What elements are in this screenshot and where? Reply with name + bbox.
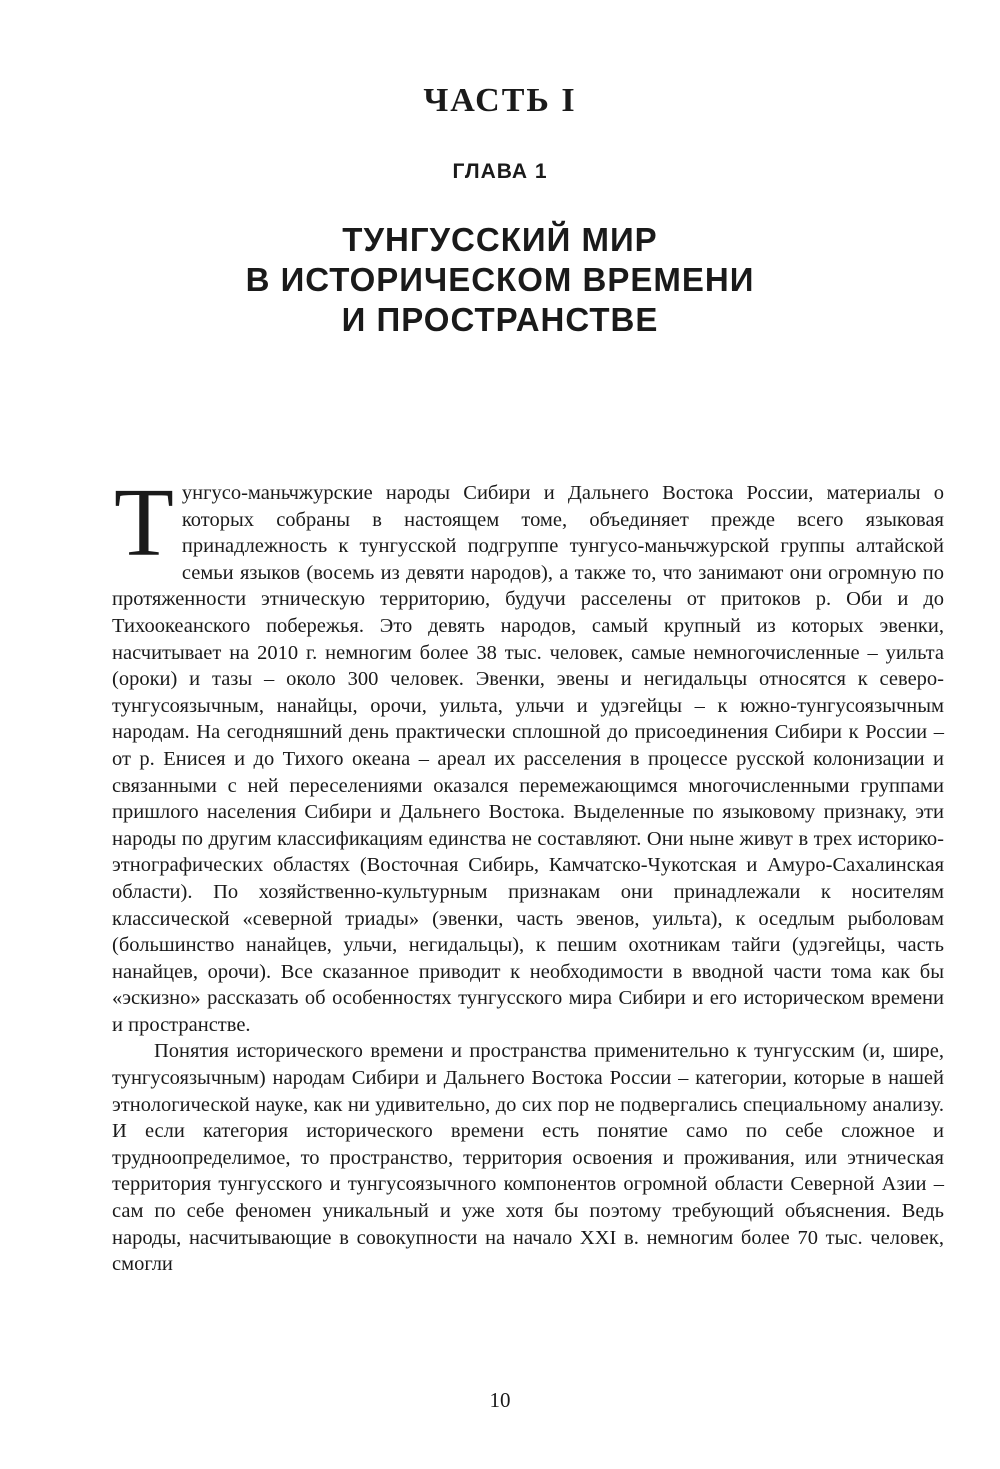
chapter-title-line-1: ТУНГУССКИЙ МИР [342,221,658,258]
chapter-label: ГЛАВА 1 [452,160,548,183]
part-title: ЧАСТЬ I [423,82,577,119]
body-text [112,469,944,1278]
paragraph-2: Понятия исторического времени и пространства применительно к тунгусским (и, шире, тунгусоязычным) народам Сибири и Дальнего Востока России – категории, которые в нашей этнологической науке, как ни удивительно, до сих пор не подвергались специальному анализу. И если категория исторического времени есть понятие само по себе сложное и трудноопределимое, то пространство, территория освоения и проживания, или этническая территория тунгусского и тунгусоязычного компонентов огромной области Северной Азии – сам по себе феномен уникальный и уже хотя бы поэтому требующий объяснения. Ведь народы, насчитывающие в совокупности на начало XXI в. немногим более 70 тыс. человек, смогли [112,1040,944,1276]
paragraph-1 [112,469,944,1038]
paragraph-1-text: унгусо-маньчжурские народы Сибири и Дальнего Востока России, материалы о которых собраны в настоящем томе, объединяет прежде всего языковая принадлежность к тунгусской подгруппе тунгусо-маньчжурской группы алтайской семьи языков (восемь из девяти народов), а также то, что занимают они огромную по протяженности этническую территорию, будучи расселены от притоков р. Оби и до Тихоокеанского побережья. Это девять народов, самый крупный из которых эвенки, насчитывает на 2010 г. немногим более 38 тыс. человек, самые немногочисленные – уильта (ороки) и тазы – около 300 человек. Эвенки, эвены и негидальцы относятся к северо-тунгусоязычным, нанайцы, орочи, уильта, ульчи и удэгейцы – к южно-тунгусоязычным народам. На сегодняшний день практически сплошной до присоединения Сибири к России – от р. Енисея и до Тихого океана – ареал их расселения в процессе русской колонизации и связанными с ней переселениями оказался перемежающимся многочисленными группами пришлого населения Сибири и Дальнего Востока. Выделенные по языковому признаку, эти народы по другим классификациям единства не составляют. Они ныне живут в трех историко-этнографических областях (Восточная Сибирь, Камчатско-Чукотская и Амуро-Сахалинская области). По хозяйственно-культурным признакам они принадлежали к носителям классической «северной триады» (эвенки, часть эвенов, уильта), к оседлым рыболовам (большинство нанайцев, ульчи, негидальцы), к пешим охотникам тайги (удэгейцы, часть нанайцев, орочи). Все сказанное приводит к необходимости в вводной части тома как бы «эскизно» рассказать об особенностях тунгусского мира Сибири и его историческом времени и пространстве. [112,482,944,1036]
page-number: 10 [489,1388,511,1412]
chapter-title [0,220,1000,340]
chapter-title-line-3: И ПРОСТРАНСТВЕ [341,301,659,338]
drop-cap: Т [114,469,174,577]
chapter-title-line-2: В ИСТОРИЧЕСКОМ ВРЕМЕНИ [245,261,755,298]
